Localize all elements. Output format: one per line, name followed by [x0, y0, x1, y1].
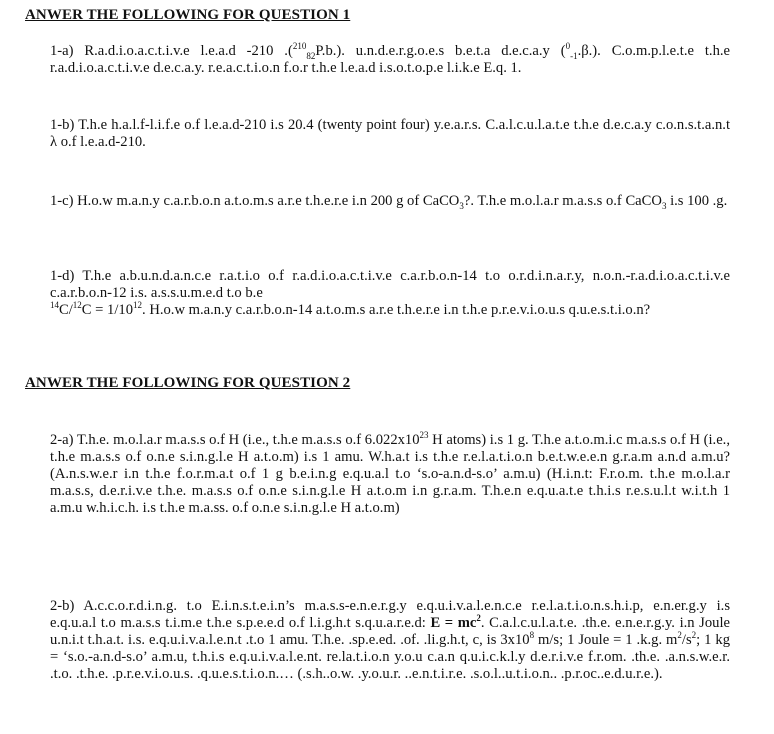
q2b-sup-3: 2 — [677, 630, 682, 641]
q1c-sub-1: 3 — [459, 200, 464, 211]
q1c-sub-2: 3 — [661, 200, 667, 211]
q2b-text-4: /s — [681, 632, 692, 648]
q2b-sup-1: 2 — [476, 613, 481, 624]
question-1a — [50, 43, 730, 77]
q2b-text-5: ; 1 kg = ‘s.o.-a.n.d-s.o’ a.m.u, t.h.i.s e.q.u.i.v.a.l.e.nt. re.la.t.i.o.n y.o.u c.a.n q.u.i.c.k.l.y d.e.r.i.v.e f.r.om. .th.e. .a.n.s.w.e.r. .t.o. .t.h.e. .p.r.e.v.i.o.u.s. .q.u.e.s.t.i.o.n.… (.s.h..o.w. .y.o.u.r. ..e.n.t.i.r.e. .s.o.l..u.t.i.o.n.. .p.r.oc..e.d.u.r.e.). — [50, 632, 730, 682]
q2b-text-1: 2-b) A.c.c.o.r.d.i.n.g. t.o E.i.n.s.t.e.i.n’s m.a.s.s-e.n.e.r.g.y e.q.u.i.v.a.l.e.n.c.e r.e.l.a.t.i.o.n.s.h.i.p, e.n.er.g.y i.s e.q.u.a.l t.o m.a.s.s t.i.m.e t.h.e s.p.e.e.d o.f l.i.g.h.t s.q.u.a.r.e.d: — [50, 598, 730, 631]
q2b-text-2: . C.a.l.c.u.l.a.t.e. .th.e. e.n.e.r.g.y. i.n Joule u.n.i.t t.h.a.t. i.s. e.q.u.i.v.a.l.e.n.t .t.o 1 amu. T.h.e. .sp.e.ed. .of. .li.g.h.t, c, is 3x10 — [50, 615, 730, 648]
q1c-text-1: 1-c) H.o.w m.a.n.y c.a.r.b.o.n a.t.o.m.s a.r.e t.h.e.r.e i.n 200 g of CaCO — [50, 193, 460, 209]
question-2a — [50, 432, 730, 517]
question-2b — [50, 598, 730, 683]
q2a-sup-1: 23 — [419, 430, 429, 441]
q2a-text-1: 2-a) T.h.e. m.o.l.a.r m.a.s.s o.f H (i.e., t.h.e m.a.s.s o.f 6.022x10 — [50, 432, 420, 448]
section1-heading: ANWER THE FOLLOWING FOR QUESTION 1 — [25, 7, 351, 23]
q1d-sup-2: 12 — [72, 300, 82, 311]
q2b-equation-text: E = mc — [430, 615, 477, 631]
q1a-sup-1: 210 — [292, 41, 307, 52]
q1d-text-4: . H.o.w m.a.n.y c.a.r.b.o.n-14 a.t.o.m.s a.r.e t.h.e.r.e i.n t.h.e p.r.e.v.i.o.u.s q.u.e.s.t.i.o.n? — [142, 302, 651, 318]
q1a-sup-2: 0 — [565, 41, 571, 52]
q1a-text-3: .β.). C.o.m.p.l.e.t.e t.h.e r.a.d.i.o.a.c.t.i.v.e d.e.c.a.y. r.e.a.c.t.i.o.n f.o.r t.h.e l.e.a.d i.s.o.t.o.p.e l.i.k.e E.q. 1. — [50, 43, 730, 76]
section2-heading: ANWER THE FOLLOWING FOR QUESTION 2 — [25, 375, 351, 391]
question-1d — [50, 268, 730, 319]
q1d-text-3: C = 1/10 — [81, 302, 134, 318]
q1d-text-1: 1-d) T.h.e a.b.u.n.d.a.n.c.e r.a.t.i.o o.f r.a.d.i.o.a.c.t.i.v.e c.a.r.b.o.n-14 t.o o.r.d.i.n.a.r.y, n.o.n.-r.a.d.i.o.a.c.t.i.v.e c.a.r.b.o.n-12 i.s. a.s.s.u.m.e.d t.o b.e — [50, 268, 730, 301]
q1a-text-1: 1-a) R.a.d.i.o.a.c.t.i.v.e l.e.a.d -210 .( — [50, 43, 293, 59]
question-1b: 1-b) T.h.e h.a.l.f-l.i.f.e o.f l.e.a.d-210 i.s 20.4 (twenty point four) y.e.a.r.s. C.a.l.c.u.l.a.t.e t.h.e d.e.c.a.y c.o.n.s.t.a.n.t λ o.f l.e.a.d-210. — [50, 117, 730, 150]
q1a-sub-1: 82 — [306, 50, 316, 61]
q1a-sub-2: -1 — [570, 50, 578, 61]
q2b-equation — [430, 615, 480, 631]
q1d-sup-3: 12 — [133, 300, 143, 311]
q1c-text-3: i.s 100 .g. — [666, 193, 728, 209]
q1d-text-2: C/ — [59, 302, 73, 318]
q2b-sup-2: 8 — [529, 630, 535, 641]
q2b-text-3: m/s; 1 Joule = 1 .k.g. m — [534, 632, 678, 648]
q2b-sup-4: 2 — [691, 630, 697, 641]
q1d-sup-1: 14 — [50, 300, 59, 311]
q1c-text-2: ?. T.h.e m.o.l.a.r m.a.s.s o.f CaCO — [463, 193, 662, 209]
q1a-text-2: P.b.). u.n.d.e.r.g.o.e.s b.e.t.a d.e.c.a.y ( — [315, 43, 566, 59]
question-1c — [50, 193, 730, 210]
q2a-text-2: H atoms) i.s 1 g. T.h.e a.t.o.m.i.c m.a.s.s o.f H (i.e., t.h.e m.a.s.s o.f o.n.e s.i.n.g.l.e H a.t.o.m) i.s 1 amu. W.h.a.t i.s t.h.e r.e.l.a.t.i.o.n b.e.t.w.e.e.n g.r.a.m a.n.d a.m.u? (A.n.s.w.e.r i.n t.h.e f.o.r.m.a.t o.f 1 g b.e.i.n.g e.q.u.a.l t.o ‘s.o-a.n.d-s.o’ a.m.u) (H.i.n.t: F.r.o.m. t.h.e m.o.l.a.r m.a.s.s, d.e.r.i.v.e t.h.e. m.a.s.s o.f o.n.e s.i.n.g.l.e H a.t.o.m i.n g.r.a.m. T.h.e.n e.q.u.a.t.e t.h.i.s r.e.s.u.l.t w.i.t.h 1 a.m.u w.h.i.c.h. i.s t.h.e m.a.ss. o.f o.n.e s.i.n.g.l.e H a.t.o.m) — [50, 432, 730, 516]
